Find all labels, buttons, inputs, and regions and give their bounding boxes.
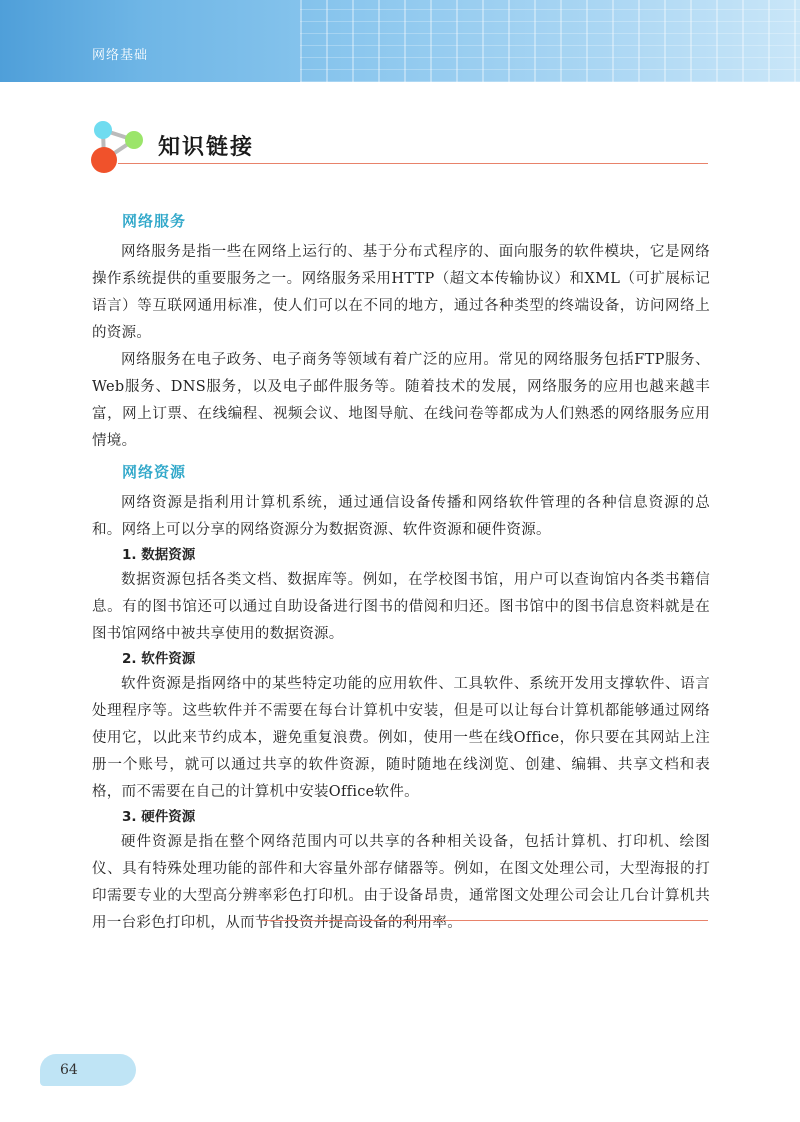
paragraph: 软件资源是指网络中的某些特定功能的应用软件、工具软件、系统开发用支撑软件、语言处理程序等。这些软件并不需要在每台计算机中安装，但是可以让每台计算机都能够通过网络使用它，以此来节约成本，避免重复浪费。例如，使用一些在线Office，你只要在其网站上注册一个账号，就可以通过共享的软件资源，随时随地在线浏览、创建、编辑、共享文档和表格，而不需要在自己的计算机中安装Office软件。 xyxy=(92,676,710,800)
subheading-hardware-resources: 3. 硬件资源 xyxy=(122,809,196,825)
page-number: 64 xyxy=(60,1062,78,1078)
paragraph: 硬件资源是指在整个网络范围内可以共享的各种相关设备，包括计算机、打印机、绘图仪、具有特殊处理功能的部件和大容量外部存储器等。例如，在图文处理公司，大型海报的打印需要专业的大型高分辨率彩色打印机。由于设备昂贵，通常图文处理公司会让几台计算机共用一台彩色打印机，从而节省投资并提高设备的利用率。 xyxy=(92,834,710,931)
molecule-icon xyxy=(88,118,148,176)
end-divider xyxy=(262,920,708,921)
paragraph: 网络服务是指一些在网络上运行的、基于分布式程序的、面向服务的软件模块，它是网络操作系统提供的重要服务之一。网络服务采用HTTP（超文本传输协议）和XML（可扩展标记语言）等互联网通用标准，使人们可以在不同的地方，通过各种类型的终端设备，访问网络上的资源。 xyxy=(92,244,710,341)
heading-network-resources: 网络资源 xyxy=(122,463,187,481)
paragraph: 网络资源是指利用计算机系统，通过通信设备传播和网络软件管理的各种信息资源的总和。网络上可以分享的网络资源分为数据资源、软件资源和硬件资源。 xyxy=(92,495,710,538)
section-title: 知识链接 xyxy=(158,135,255,160)
subheading-data-resources: 1. 数据资源 xyxy=(122,547,196,563)
page-number-tab xyxy=(40,1054,136,1086)
heading-network-services: 网络服务 xyxy=(122,212,187,230)
subheading-software-resources: 2. 软件资源 xyxy=(122,651,196,667)
header-band xyxy=(0,0,800,82)
article-body xyxy=(92,210,710,937)
section-divider xyxy=(118,163,708,164)
header-decoration xyxy=(300,0,800,82)
book-title: 网络基础 xyxy=(92,48,149,63)
paragraph: 数据资源包括各类文档、数据库等。例如，在学校图书馆，用户可以查询馆内各类书籍信息。有的图书馆还可以通过自助设备进行图书的借阅和归还。图书馆中的图书信息资料就是在图书馆网络中被共享使用的数据资源。 xyxy=(92,572,710,642)
paragraph: 网络服务在电子政务、电子商务等领域有着广泛的应用。常见的网络服务包括FTP服务、Web服务、DNS服务，以及电子邮件服务等。随着技术的发展，网络服务的应用也越来越丰富，网上订票、在线编程、视频会议、地图导航、在线问卷等都成为人们熟悉的网络服务应用情境。 xyxy=(92,352,710,449)
